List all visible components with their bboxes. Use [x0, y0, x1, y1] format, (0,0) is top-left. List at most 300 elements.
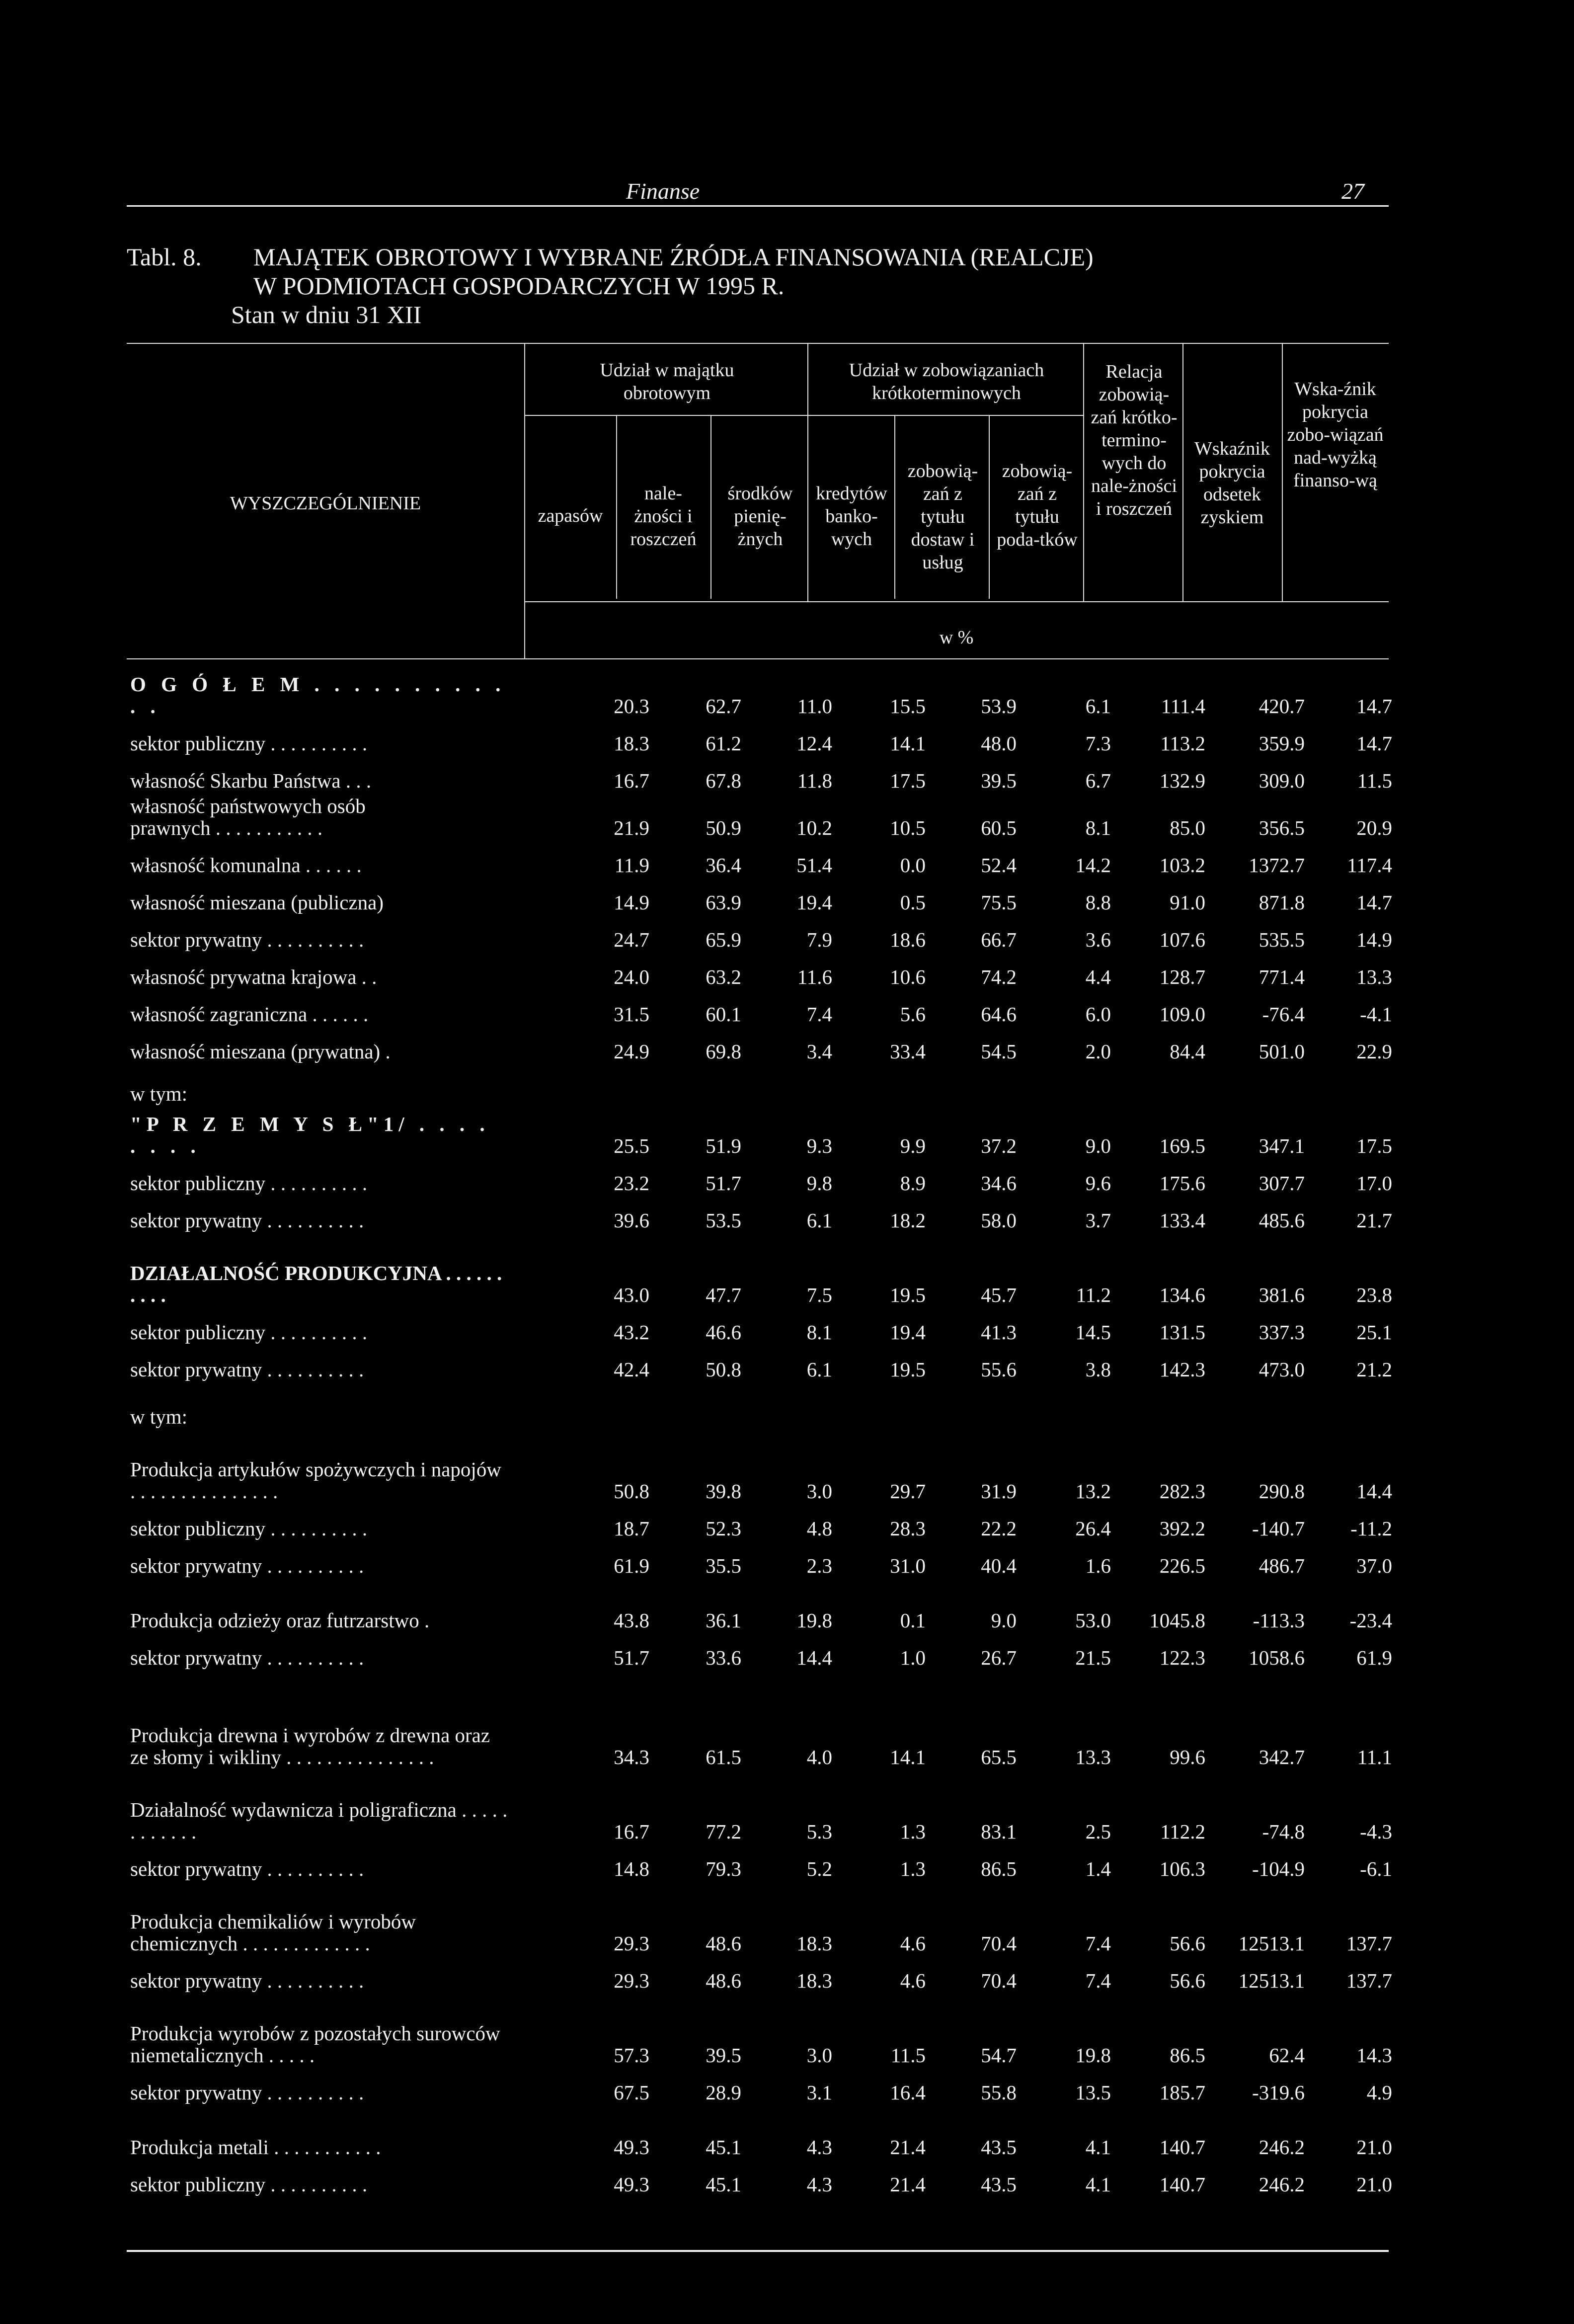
table-row: [130, 1158, 1392, 1195]
cell-value: 140.7: [1159, 2173, 1205, 2196]
cell-value: 485.6: [1259, 1209, 1305, 1232]
table-row: [130, 1429, 1392, 1503]
cell-value: 22.2: [981, 1517, 1017, 1540]
cell-value: 246.2: [1259, 2136, 1305, 2159]
page-number: 27: [1341, 178, 1364, 204]
table-row: [130, 1632, 1392, 1670]
table-bottom-rule: [127, 2250, 1389, 2252]
row-label: [130, 1632, 523, 1670]
stub-heading: WYSZCZEGÓLNIENIE: [230, 493, 421, 514]
cell-value: 53.0: [1075, 1609, 1111, 1632]
cell-value: -104.9: [1252, 1857, 1305, 1880]
cell-value: 6.1: [1085, 695, 1111, 718]
cell-value: 871.8: [1259, 891, 1305, 914]
table-row: [130, 952, 1392, 989]
cell-value: 61.9: [614, 1554, 649, 1577]
cell-value: 4.4: [1085, 965, 1111, 988]
cell-value: 25.5: [614, 1134, 649, 1157]
cell-value: 47.7: [706, 1283, 741, 1306]
cell-value: 19.5: [890, 1283, 926, 1306]
row-label-text: Działalność wydawnicza i poligraficzna . . . . . . . . . . . .: [130, 1798, 508, 1843]
cell-value: 56.6: [1170, 1932, 1205, 1955]
cell-value: 1058.6: [1249, 1646, 1305, 1669]
col-divider: [1282, 343, 1283, 601]
row-label: [130, 2104, 523, 2159]
cell-value: 337.3: [1259, 1321, 1305, 1344]
cell-value: 11.0: [797, 695, 832, 718]
cell-value: 501.0: [1259, 1040, 1305, 1063]
cell-value: 6.7: [1085, 769, 1111, 792]
cell-value: 67.8: [706, 769, 741, 792]
col-heading-odsetek: Wskaźnik pokrycia odsetek zyskiem: [1194, 438, 1270, 528]
cell-value: 16.7: [614, 1820, 649, 1843]
cell-value: 420.7: [1259, 695, 1305, 718]
row-label: [130, 1843, 523, 1881]
cell-value: 1.3: [900, 1820, 926, 1843]
cell-value: 1.0: [900, 1646, 926, 1669]
row-label: [130, 1670, 523, 1769]
table-row: [130, 989, 1392, 1026]
cell-value: 34.6: [981, 1172, 1017, 1195]
cell-value: 28.9: [706, 2081, 741, 2104]
col-divider: [616, 415, 617, 599]
cell-value: 25.1: [1356, 1321, 1392, 1344]
cell-value: 43.8: [614, 1609, 649, 1632]
cell-value: 18.7: [614, 1517, 649, 1540]
cell-value: 45.1: [706, 2136, 741, 2159]
cell-value: 23.2: [614, 1172, 649, 1195]
cell-value: 19.5: [890, 1358, 926, 1381]
cell-value: 7.5: [806, 1283, 832, 1306]
row-label: [130, 1381, 523, 1429]
cell-value: 63.2: [706, 965, 741, 988]
cell-value: 52.3: [706, 1517, 741, 1540]
row-label: [130, 1955, 523, 1993]
cell-value: 55.6: [981, 1358, 1017, 1381]
cell-value: 6.1: [806, 1358, 832, 1381]
cell-value: 85.0: [1170, 816, 1205, 839]
cell-value: 169.5: [1159, 1134, 1205, 1157]
cell-value: 46.6: [706, 1321, 741, 1344]
table-row: [130, 755, 1392, 793]
cell-value: 70.4: [981, 1969, 1017, 1992]
cell-value: 107.6: [1159, 928, 1205, 951]
cell-value: 14.7: [1356, 695, 1392, 718]
cell-value: 53.5: [706, 1209, 741, 1232]
row-label-text: sektor prywatny . . . . . . . . . .: [130, 1358, 364, 1381]
table-row: [130, 1344, 1392, 1381]
row-label: [130, 1195, 523, 1232]
cell-value: 64.6: [981, 1003, 1017, 1026]
cell-value: 10.2: [796, 816, 832, 839]
table-row: [130, 1843, 1392, 1881]
cell-value: 134.6: [1159, 1283, 1205, 1306]
cell-value: 86.5: [1170, 2044, 1205, 2067]
table-row: [130, 1026, 1392, 1063]
cell-value: 12513.1: [1238, 1932, 1305, 1955]
cell-value: 18.3: [796, 1969, 832, 1992]
cell-value: 1372.7: [1249, 854, 1305, 877]
row-label-text: własność prywatna krajowa . .: [130, 965, 377, 988]
cell-value: [741, 1381, 832, 1429]
header-rule: [127, 176, 1389, 207]
cell-value: 4.0: [806, 1746, 832, 1768]
cell-value: 14.1: [890, 732, 926, 755]
cell-value: 14.7: [1356, 891, 1392, 914]
row-label: [130, 1026, 523, 1063]
cell-value: 54.7: [981, 2044, 1017, 2067]
row-label-text: Produkcja metali . . . . . . . . . . .: [130, 2136, 381, 2159]
cell-value: [1111, 1381, 1205, 1429]
cell-value: 62.7: [706, 695, 741, 718]
cell-value: 33.4: [890, 1040, 926, 1063]
cell-value: 45.1: [706, 2173, 741, 2196]
cell-value: [926, 1381, 1017, 1429]
row-label-text: własność zagraniczna . . . . . .: [130, 1003, 369, 1026]
cell-value: 131.5: [1159, 1321, 1205, 1344]
cell-value: 11.8: [797, 769, 832, 792]
row-label: [130, 2067, 523, 2104]
cell-value: 28.3: [890, 1517, 926, 1540]
cell-value: -113.3: [1253, 1609, 1305, 1632]
cell-value: 4.6: [900, 1969, 926, 1992]
cell-value: 19.8: [796, 1609, 832, 1632]
col-heading-dostaw: zobowią-zań z tytułu dostaw i usług: [907, 461, 978, 573]
col-divider: [989, 415, 990, 599]
data-table: [130, 673, 1392, 2196]
row-label-text: Produkcja wyrobów z pozostałych surowców niemetalicznych . . . . .: [130, 2022, 500, 2067]
cell-value: -74.8: [1262, 1820, 1305, 1843]
cell-value: 128.7: [1159, 965, 1205, 988]
cell-value: 16.7: [614, 769, 649, 792]
cell-value: 41.3: [981, 1321, 1017, 1344]
cell-value: 137.7: [1346, 1932, 1392, 1955]
row-label-text: sektor publiczny . . . . . . . . . .: [130, 2173, 368, 2196]
cell-value: 12.4: [796, 732, 832, 755]
cell-value: 246.2: [1259, 2173, 1305, 2196]
cell-value: 62.4: [1269, 2044, 1305, 2067]
col-divider: [894, 415, 895, 599]
cell-value: 4.6: [900, 1932, 926, 1955]
cell-value: 8.8: [1085, 891, 1111, 914]
cell-value: 13.3: [1356, 965, 1392, 988]
cell-value: 18.6: [890, 928, 926, 951]
cell-value: [1017, 1063, 1111, 1106]
table-row: [130, 1993, 1392, 2067]
cell-value: 7.4: [806, 1003, 832, 1026]
table-row: [130, 877, 1392, 914]
cell-value: [1017, 1381, 1111, 1429]
table-title: [127, 242, 1094, 329]
cell-value: [649, 1381, 741, 1429]
table-row: [130, 1195, 1392, 1232]
cell-value: 31.0: [890, 1554, 926, 1577]
cell-value: 14.4: [796, 1646, 832, 1669]
col-heading-zapasow: zapasów: [538, 505, 603, 526]
cell-value: 17.5: [890, 769, 926, 792]
cell-value: 31.5: [614, 1003, 649, 1026]
row-label: [130, 914, 523, 952]
cell-value: 43.0: [614, 1283, 649, 1306]
cell-value: 20.9: [1356, 816, 1392, 839]
cell-value: 3.8: [1085, 1358, 1111, 1381]
row-label-text: "P R Z E M Y S Ł"1/ . . . . . . . .: [130, 1113, 490, 1157]
col-heading-srodkow: środków pienię-żnych: [727, 483, 793, 550]
cell-value: 69.8: [706, 1040, 741, 1063]
cell-value: 9.6: [1085, 1172, 1111, 1195]
cell-value: 111.4: [1161, 695, 1205, 718]
group-heading-liabilities: Udział w zobowiązaniach krótkoterminowych: [849, 360, 1044, 403]
cell-value: 282.3: [1159, 1480, 1205, 1503]
row-label-text: Produkcja artykułów spożywczych i napojów . . . . . . . . . . . . . . .: [130, 1458, 501, 1503]
cell-value: 3.4: [806, 1040, 832, 1063]
cell-value: 6.0: [1085, 1003, 1111, 1026]
cell-value: 65.5: [981, 1746, 1017, 1768]
cell-value: 43.5: [981, 2173, 1017, 2196]
row-label: [130, 2159, 523, 2196]
cell-value: 11.5: [1357, 769, 1392, 792]
row-label: [130, 952, 523, 989]
cell-value: 14.9: [614, 891, 649, 914]
cell-value: 1045.8: [1149, 1609, 1205, 1632]
cell-value: 226.5: [1159, 1554, 1205, 1577]
cell-value: 3.1: [806, 2081, 832, 2104]
cell-value: 8.1: [1085, 816, 1111, 839]
cell-value: 13.3: [1075, 1746, 1111, 1768]
cell-value: 4.3: [806, 2136, 832, 2159]
cell-value: 65.9: [706, 928, 741, 951]
cell-value: 10.6: [890, 965, 926, 988]
table-row: [130, 1540, 1392, 1578]
cell-value: 54.5: [981, 1040, 1017, 1063]
row-label-text: Produkcja chemikaliów i wyrobów chemicznych . . . . . . . . . . . . .: [130, 1910, 416, 1955]
cell-value: 84.4: [1170, 1040, 1205, 1063]
cell-value: 103.2: [1159, 854, 1205, 877]
cell-value: -23.4: [1349, 1609, 1392, 1632]
cell-value: 9.0: [991, 1609, 1017, 1632]
row-label-text: Produkcja drewna i wyrobów z drewna oraz ze słomy i wikliny . . . . . . . . . . . . . . .: [130, 1724, 490, 1768]
row-label-text: sektor prywatny . . . . . . . . . .: [130, 1209, 364, 1232]
title-line-1: MAJĄTEK OBROTOWY I WYBRANE ŹRÓDŁA FINANSOWANIA (REALCJE): [253, 243, 1094, 271]
row-label-text: własność mieszana (publiczna): [130, 891, 384, 914]
cell-value: 15.5: [890, 695, 926, 718]
cell-value: -4.1: [1360, 1003, 1392, 1026]
cell-value: 52.4: [981, 854, 1017, 877]
row-label: [130, 673, 523, 718]
cell-value: 3.7: [1085, 1209, 1111, 1232]
cell-value: 99.6: [1170, 1746, 1205, 1768]
running-head: Finanse: [626, 178, 700, 204]
cell-value: 42.4: [614, 1358, 649, 1381]
row-label: [130, 989, 523, 1026]
cell-value: 48.6: [706, 1932, 741, 1955]
cell-value: 392.2: [1159, 1517, 1205, 1540]
cell-value: 39.5: [706, 2044, 741, 2067]
cell-value: 51.7: [706, 1172, 741, 1195]
cell-value: 109.0: [1159, 1003, 1205, 1026]
table-row: [130, 2067, 1392, 2104]
row-label-text: w tym:: [130, 1405, 188, 1428]
cell-value: 21.4: [890, 2136, 926, 2159]
cell-value: [832, 1063, 926, 1106]
cell-value: 63.9: [706, 891, 741, 914]
row-label-text: sektor prywatny . . . . . . . . . .: [130, 928, 364, 951]
cell-value: 57.3: [614, 2044, 649, 2067]
cell-value: [1305, 1063, 1392, 1106]
cell-value: 5.2: [806, 1857, 832, 1880]
cell-value: 49.3: [614, 2136, 649, 2159]
row-label-text: sektor publiczny . . . . . . . . . .: [130, 1517, 368, 1540]
cell-value: 61.5: [706, 1746, 741, 1768]
row-label-text: własność komunalna . . . . . .: [130, 854, 362, 877]
cell-value: 21.5: [1075, 1646, 1111, 1669]
cell-value: 49.3: [614, 2173, 649, 2196]
cell-value: 56.6: [1170, 1969, 1205, 1992]
cell-value: 8.9: [900, 1172, 926, 1195]
cell-value: 50.9: [706, 816, 741, 839]
cell-value: 83.1: [981, 1820, 1017, 1843]
cell-value: 60.5: [981, 816, 1017, 839]
col-heading-relacja: Relacja zobowią-zań krótko-termino-wych do nale-żności i roszczeń: [1091, 361, 1178, 519]
cell-value: 14.7: [1356, 732, 1392, 755]
cell-value: 37.2: [981, 1134, 1017, 1157]
row-label: [130, 793, 523, 840]
cell-value: 24.9: [614, 1040, 649, 1063]
cell-value: [523, 1063, 649, 1106]
row-label: [130, 1232, 523, 1307]
row-label: [130, 1881, 523, 1955]
cell-value: [1111, 1063, 1205, 1106]
cell-value: 307.7: [1259, 1172, 1305, 1195]
cell-value: 11.1: [1357, 1746, 1392, 1768]
row-label-text: sektor prywatny . . . . . . . . . .: [130, 1969, 364, 1992]
cell-value: 29.3: [614, 1932, 649, 1955]
group-rule: [524, 415, 1083, 416]
cell-value: 22.9: [1356, 1040, 1392, 1063]
row-label-text: sektor prywatny . . . . . . . . . .: [130, 2081, 364, 2104]
table-row: [130, 1307, 1392, 1344]
cell-value: 39.8: [706, 1480, 741, 1503]
row-label: [130, 1344, 523, 1381]
cell-value: 14.2: [1075, 854, 1111, 877]
cell-value: 14.1: [890, 1746, 926, 1768]
cell-value: 0.5: [900, 891, 926, 914]
header-top-rule: [127, 343, 1389, 344]
cell-value: 2.0: [1085, 1040, 1111, 1063]
cell-value: 137.7: [1346, 1969, 1392, 1992]
cell-value: 12513.1: [1238, 1969, 1305, 1992]
cell-value: 21.2: [1356, 1358, 1392, 1381]
group-heading-assets: Udział w majątku obrotowym: [600, 360, 734, 403]
cell-value: 2.5: [1085, 1820, 1111, 1843]
col-divider: [1182, 343, 1183, 601]
cell-value: 14.8: [614, 1857, 649, 1880]
row-label-text: sektor publiczny . . . . . . . . . .: [130, 732, 368, 755]
row-label-text: własność Skarbu Państwa . . .: [130, 769, 372, 792]
cell-value: 7.9: [806, 928, 832, 951]
cell-value: 67.5: [614, 2081, 649, 2104]
cell-value: 4.1: [1085, 2136, 1111, 2159]
cell-value: 43.5: [981, 2136, 1017, 2159]
cell-value: 21.0: [1356, 2136, 1392, 2159]
cell-value: 356.5: [1259, 816, 1305, 839]
cell-value: 40.4: [981, 1554, 1017, 1577]
table-row: [130, 793, 1392, 840]
cell-value: 112.2: [1160, 1820, 1205, 1843]
col-divider: [1083, 343, 1084, 601]
col-heading-naleznosci: nale-żności i roszczeń: [630, 483, 697, 550]
cell-value: -319.6: [1252, 2081, 1305, 2104]
cell-value: 8.1: [806, 1321, 832, 1344]
cell-value: 17.5: [1356, 1134, 1392, 1157]
cell-value: 1.6: [1085, 1554, 1111, 1577]
cell-value: 132.9: [1159, 769, 1205, 792]
cell-value: -4.3: [1360, 1820, 1392, 1843]
cell-value: 3.0: [806, 1480, 832, 1503]
cell-value: 14.5: [1075, 1321, 1111, 1344]
col-heading-podatkow: zobowią-zań z tytułu poda-tków: [997, 461, 1078, 550]
row-label: [130, 877, 523, 914]
cell-value: 113.2: [1160, 732, 1205, 755]
cell-value: 79.3: [706, 1857, 741, 1880]
cell-value: 106.3: [1159, 1857, 1205, 1880]
row-label-text: własność mieszana (prywatna) .: [130, 1040, 391, 1063]
row-label-text: własność państwowych osób prawnych . . . . . . . . . . .: [130, 795, 366, 839]
cell-value: 23.8: [1356, 1283, 1392, 1306]
cell-value: [832, 1381, 926, 1429]
table-row: [130, 1769, 1392, 1843]
table-row: [130, 1063, 1392, 1106]
cell-value: 36.1: [706, 1609, 741, 1632]
table-row: [130, 1381, 1392, 1429]
cell-value: 0.1: [900, 1609, 926, 1632]
cell-value: 51.4: [796, 854, 832, 877]
cell-value: [649, 1063, 741, 1106]
cell-value: 37.0: [1356, 1554, 1392, 1577]
cell-value: 18.3: [614, 732, 649, 755]
cell-value: 77.2: [706, 1820, 741, 1843]
cell-value: 26.4: [1075, 1517, 1111, 1540]
cell-value: 486.7: [1259, 1554, 1305, 1577]
cell-value: 21.9: [614, 816, 649, 839]
cell-value: 31.9: [981, 1480, 1017, 1503]
cell-value: 7.3: [1085, 732, 1111, 755]
cell-value: 48.0: [981, 732, 1017, 755]
cell-value: [1305, 1381, 1392, 1429]
row-label: [130, 1307, 523, 1344]
cell-value: 3.0: [806, 2044, 832, 2067]
cell-value: 473.0: [1259, 1358, 1305, 1381]
cell-value: 6.1: [806, 1209, 832, 1232]
row-label: [130, 1993, 523, 2067]
cell-value: 347.1: [1259, 1134, 1305, 1157]
cell-value: 19.4: [890, 1321, 926, 1344]
cell-value: [523, 1381, 649, 1429]
cell-value: 9.3: [806, 1134, 832, 1157]
cell-value: 290.8: [1259, 1480, 1305, 1503]
cell-value: 0.0: [900, 854, 926, 877]
table-row: [130, 1955, 1392, 1993]
row-label: [130, 1769, 523, 1843]
table-row: [130, 1106, 1392, 1158]
cell-value: 5.6: [900, 1003, 926, 1026]
row-label-text: sektor prywatny . . . . . . . . . .: [130, 1554, 364, 1577]
cell-value: 51.9: [706, 1134, 741, 1157]
cell-value: 14.4: [1356, 1480, 1392, 1503]
cell-value: 35.5: [706, 1554, 741, 1577]
cell-value: 19.8: [1075, 2044, 1111, 2067]
row-label-text: sektor publiczny . . . . . . . . . .: [130, 1321, 368, 1344]
